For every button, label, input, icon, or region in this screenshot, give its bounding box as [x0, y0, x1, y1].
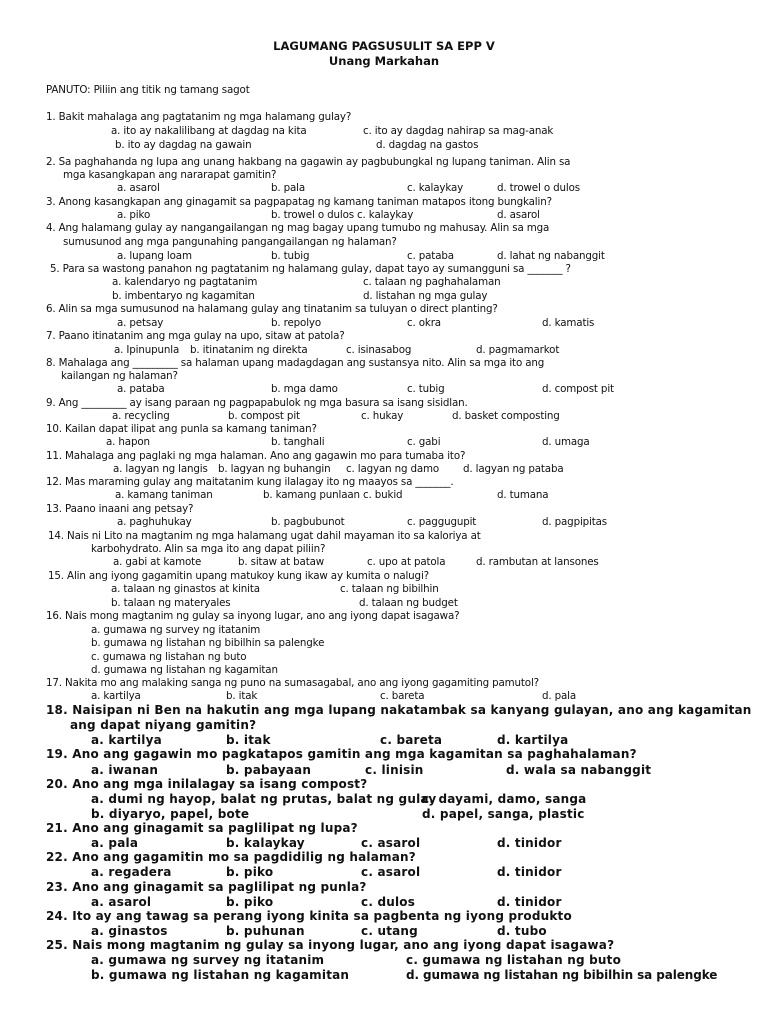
choice-13b: b. pagbubunot: [271, 516, 345, 528]
choice-9d: d. basket composting: [452, 410, 560, 422]
choice-14a: a. gabi at kamote: [113, 556, 202, 568]
choice-1a: a. ito ay nakalilibang at dagdag na kita: [111, 125, 307, 137]
choice-5c: c. talaan ng paghahalaman: [363, 276, 501, 288]
choice-10b: b. tanghali: [271, 436, 325, 448]
question-22: 22. Ano ang gagamitin mo sa pagdidilig ng halaman?: [46, 850, 416, 864]
question-4: 4. Ang halamang gulay ay nangangailangan ng mag bagay upang tumubo ng mahusay. Alin sa mga: [46, 222, 550, 234]
choice-9a: a. recycling: [112, 410, 170, 422]
choice-8a: a. pataba: [117, 383, 165, 395]
choice-15d: d. talaan ng budget: [359, 597, 458, 609]
choice-3b: b. trowel o dulos c. kalaykay: [271, 209, 414, 221]
choice-5a: a. kalendaryo ng pagtatanim: [112, 276, 258, 288]
choice-15c: c. talaan ng bibilhin: [340, 583, 439, 595]
question-6: 6. Alin sa mga sumusunod na halamang gulay ang tinatanim sa tuluyan o direct planting?: [46, 303, 498, 315]
choice-24b: b. puhunan: [226, 924, 305, 938]
choice-23d: d. tinidor: [497, 895, 562, 909]
question-8-cont: kailangan ng halaman?: [61, 370, 178, 382]
choice-22d: d. tinidor: [497, 865, 562, 879]
choice-24c: c. utang: [361, 924, 418, 938]
instructions: PANUTO: Piliin ang titik ng tamang sagot: [46, 84, 250, 96]
choice-25c: c. gumawa ng listahan ng buto: [406, 953, 622, 967]
choice-22c: c. asarol: [361, 865, 421, 879]
choice-4b: b. tubig: [271, 250, 310, 262]
question-2: 2. Sa paghahanda ng lupa ang unang hakbang na gagawin ay pagbubungkal ng lupang taniman. Alin sa: [46, 156, 571, 168]
choice-4d: d. lahat ng nabanggit: [497, 250, 605, 262]
question-5: 5. Para sa wastong panahon ng pagtatanim ng halamang gulay, dapat tayo ay sumangguni sa _______ ?: [50, 263, 571, 275]
choice-22a: a. regadera: [91, 865, 172, 879]
choice-25b: b. gumawa ng listahan ng kagamitan: [91, 968, 350, 982]
question-16: 16. Nais mong magtanim ng gulay sa inyong lugar, ano ang iyong dapat isagawa?: [46, 610, 460, 622]
choice-3a: a. piko: [117, 209, 151, 221]
choice-11a: a. lagyan ng langis: [113, 463, 208, 475]
choice-8c: c. tubig: [407, 383, 445, 395]
choice-6c: c. okra: [407, 317, 441, 329]
exam-subtitle: Unang Markahan: [328, 54, 440, 68]
choice-12d: d. tumana: [497, 489, 549, 501]
question-24: 24. Ito ay ang tawag sa perang iyong kinita sa pagbenta ng iyong produkto: [46, 909, 572, 923]
question-2-cont: mga kasangkapan ang nararapat gamitin?: [63, 169, 277, 181]
choice-16d: d. gumawa ng listahan ng kagamitan: [91, 664, 278, 676]
choice-18a: a. kartilya: [91, 733, 162, 747]
choice-5d: d. listahan ng mga gulay: [363, 290, 488, 302]
choice-14c: c. upo at patola: [367, 556, 446, 568]
choice-21c: c. asarol: [361, 836, 421, 850]
choice-24d: d. tubo: [497, 924, 547, 938]
choice-21a: a. pala: [91, 836, 139, 850]
choice-9c: c. hukay: [361, 410, 404, 422]
question-9: 9. Ang _________ ay isang paraan ng pagpapabulok ng mga basura sa isang sisidlan.: [46, 397, 468, 409]
choice-23b: b. piko: [226, 895, 274, 909]
choice-6d: d. kamatis: [542, 317, 595, 329]
choice-11c: c. lagyan ng damo: [346, 463, 440, 475]
choice-13c: c. paggugupit: [407, 516, 477, 528]
question-1: 1. Bakit mahalaga ang pagtatanim ng mga halamang gulay?: [46, 111, 352, 123]
choice-4a: a. lupang loam: [117, 250, 192, 262]
choice-14d: d. rambutan at lansones: [476, 556, 599, 568]
exam-title: LAGUMANG PAGSUSULIT SA EPP V: [273, 39, 495, 53]
choice-7a: a. Ipinupunla: [114, 344, 180, 356]
choice-5b: b. imbentaryo ng kagamitan: [112, 290, 255, 302]
choice-23c: c. dulos: [361, 895, 416, 909]
choice-10a: a. hapon: [106, 436, 150, 448]
choice-18b: b. itak: [226, 733, 271, 747]
question-10: 10. Kailan dapat ilipat ang punla sa kamang taniman?: [46, 423, 317, 435]
choice-11d: d. lagyan ng pataba: [463, 463, 564, 475]
choice-17b: b. itak: [226, 690, 258, 702]
choice-24a: a. ginastos: [91, 924, 168, 938]
choice-19c: c. linisin: [365, 763, 424, 777]
choice-11b: b. lagyan ng buhangin: [218, 463, 331, 475]
question-14: 14. Nais ni Lito na magtanim ng mga halamang ugat dahil mayaman ito sa kaloriya at: [48, 530, 481, 542]
choice-9b: b. compost pit: [228, 410, 300, 422]
question-21: 21. Ano ang ginagamit sa paglilipat ng lupa?: [46, 821, 358, 835]
choice-17c: c. bareta: [380, 690, 425, 702]
choice-14b: b. sitaw at bataw: [238, 556, 325, 568]
choice-7d: d. pagmamarkot: [476, 344, 560, 356]
question-20: 20. Ano ang mga inilalagay sa isang compost?: [46, 777, 368, 791]
choice-16b: b. gumawa ng listahan ng bibilhin sa palengke: [91, 637, 325, 649]
choice-1b: b. ito ay dagdag na gawain: [115, 139, 252, 151]
choice-12a: a. kamang taniman: [115, 489, 213, 501]
choice-6a: a. petsay: [117, 317, 164, 329]
choice-2c: c. kalaykay: [407, 182, 464, 194]
question-19: 19. Ano ang gagawin mo pagkatapos gamitin ang mga kagamitan sa paghahalaman?: [46, 747, 637, 761]
question-13: 13. Paano inaani ang petsay?: [46, 503, 194, 515]
choice-10d: d. umaga: [542, 436, 590, 448]
choice-3d: d. asarol: [497, 209, 540, 221]
choice-16c: c. gumawa ng listahan ng buto: [91, 651, 247, 663]
choice-18d: d. kartilya: [497, 733, 569, 747]
choice-13d: d. pagpipitas: [542, 516, 608, 528]
choice-20a: a. dumi ng hayop, balat ng prutas, balat ng gulay: [91, 792, 437, 806]
choice-18c: c. bareta: [380, 733, 443, 747]
choice-19b: b. pabayaan: [226, 763, 312, 777]
choice-21d: d. tinidor: [497, 836, 562, 850]
choice-25d: d. gumawa ng listahan ng bibilhin sa palengke: [406, 968, 718, 982]
choice-15b: b. talaan ng materyales: [111, 597, 231, 609]
choice-2a: a. asarol: [117, 182, 160, 194]
question-14-cont: karbohydrato. Alin sa mga ito ang dapat piliin?: [91, 543, 326, 555]
choice-2d: d. trowel o dulos: [497, 182, 580, 194]
choice-8b: b. mga damo: [271, 383, 338, 395]
choice-10c: c. gabi: [407, 436, 441, 448]
question-4-cont: sumusunod ang mga pangunahing pangangailangan ng halaman?: [63, 236, 397, 248]
question-17: 17. Nakita mo ang malaking sanga ng puno na sumasagabal, ano ang iyong gagamiting pamutol?: [46, 677, 539, 689]
question-23: 23. Ano ang ginagamit sa paglilipat ng punla?: [46, 880, 367, 894]
question-11: 11. Mahalaga ang paglaki ng mga halaman. Ano ang gagawin mo para tumaba ito?: [46, 450, 466, 462]
question-25: 25. Nais mong magtanim ng gulay sa inyong lugar, ano ang iyong dapat isagawa?: [46, 938, 615, 952]
choice-7c: c. isinasabog: [346, 344, 412, 356]
choice-17d: d. pala: [542, 690, 577, 702]
choice-16a: a. gumawa ng survey ng itatanim: [91, 624, 261, 636]
choice-20d: d. papel, sanga, plastic: [422, 807, 585, 821]
question-3: 3. Anong kasangkapan ang ginagamit sa pagpapatag ng kamang taniman matapos itong bungkalin?: [46, 196, 552, 208]
question-18-cont: ang dapat niyang gamitin?: [70, 718, 257, 732]
question-18: 18. Naisipan ni Ben na hakutin ang mga lupang nakatambak sa kanyang gulayan, ano ang kagamitan: [46, 703, 752, 717]
choice-6b: b. repolyo: [271, 317, 322, 329]
question-8: 8. Mahalaga ang _________ sa halaman upang madagdagan ang sustansya nito. Alin sa mga ito ang: [46, 357, 545, 369]
choice-22b: b. piko: [226, 865, 274, 879]
choice-4c: c. pataba: [407, 250, 454, 262]
choice-17a: a. kartilya: [91, 690, 141, 702]
choice-8d: d. compost pit: [542, 383, 614, 395]
choice-20c: c. dayami, damo, sanga: [422, 792, 587, 806]
choice-19a: a. iwanan: [91, 763, 159, 777]
choice-19d: d. wala sa nabanggit: [506, 763, 652, 777]
question-7: 7. Paano itinatanim ang mga gulay na upo, sitaw at patola?: [46, 330, 345, 342]
choice-21b: b. kalaykay: [226, 836, 305, 850]
choice-15a: a. talaan ng ginastos at kinita: [111, 583, 260, 595]
choice-2b: b. pala: [271, 182, 306, 194]
question-12: 12. Mas maraming gulay ang maitatanim kung ilalagay ito ng maayos sa _______.: [46, 476, 454, 488]
choice-20b: b. diyaryo, papel, bote: [91, 807, 250, 821]
choice-1c: c. ito ay dagdag nahirap sa mag-anak: [363, 125, 554, 137]
choice-7b: b. itinatanim ng direkta: [190, 344, 308, 356]
choice-12b: b. kamang punlaan c. bukid: [263, 489, 403, 501]
choice-13a: a. paghuhukay: [117, 516, 192, 528]
choice-1d: d. dagdag na gastos: [376, 139, 479, 151]
choice-23a: a. asarol: [91, 895, 152, 909]
question-15: 15. Alin ang iyong gagamitin upang matukoy kung ikaw ay kumita o nalugi?: [48, 570, 429, 582]
choice-25a: a. gumawa ng survey ng itatanim: [91, 953, 325, 967]
